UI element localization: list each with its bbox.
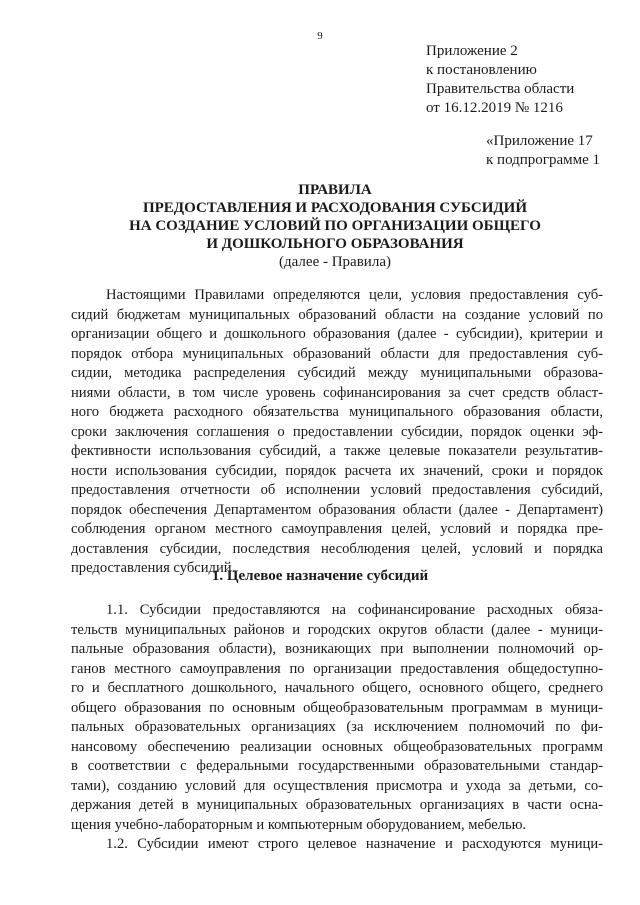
paragraph-line: предоставления отчетности об исполнении условий предоставления субсидий, [71,482,603,498]
intro-paragraph [71,286,603,579]
paragraph-line: тельств муниципальных районов и городских округов области (далее - муници- [71,621,603,638]
appendix17-line: «Приложение 17 [486,133,593,149]
paragraph-line: щения учебно-лабораторным и компьютерным оборудованием, мебелью. [71,816,527,833]
paragraph-line: общего образования по основным общеобразовательным программам в муници- [71,699,603,716]
paragraph-line: порядок обеспечения Департаментом образования области (далее - Департамент) [71,501,603,518]
title-line: НА СОЗДАНИЕ УСЛОВИЙ ПО ОРГАНИЗАЦИИ ОБЩЕГО [129,218,541,234]
paragraph-line: фективности использования субсидий, а также целевые показатели результатив- [71,443,603,459]
paragraph-line: сидии, методика распределения субсидий между муниципальными образова- [71,365,603,381]
paragraph-line: 1.1. Субсидии предоставляются на софинансирование расходных обяза- [106,602,603,618]
title-line: ПРАВИЛА [298,182,372,198]
paragraph-line: тами), созданию условий для осуществления присмотра и ухода за детьми, со- [71,777,603,794]
section-heading: 1. Целевое назначение субсидий [211,568,429,584]
paragraph-line: соблюдения органом местного самоуправления целей, условий и порядка пре- [71,521,603,537]
appendix-reference-block [426,42,574,118]
appendix-line: Приложение 2 [426,43,518,59]
title-line: ПРЕДОСТАВЛЕНИЯ И РАСХОДОВАНИЯ СУБСИДИЙ [142,200,528,216]
paragraph-line: ганов местного самоуправления по организации предоставления общедоступно- [71,660,603,677]
title-line: И ДОШКОЛЬНОГО ОБРАЗОВАНИЯ [206,236,464,252]
appendix-line: к постановлению [426,62,537,78]
paragraph-line: ного бюджета расходного обязательства муниципального образования области, [71,404,603,420]
paragraph-line: го и бесплатного дошкольного, начального общего, основного общего, среднего [71,680,603,696]
section1-paragraph-1 [71,601,603,855]
appendix-line: Правительства области [426,81,575,97]
paragraph-line: пальных образовательных организациях (за исключением полномочий по фи- [71,719,603,735]
paragraph-line: Настоящими Правилами определяются цели, условия предоставления суб- [106,287,603,303]
appendix17-line: к подпрограмме 1 [486,152,600,168]
paragraph-line: сроки заключения соглашения о предоставлении субсидии, порядок оценки эф- [71,423,603,440]
paragraph-line: предоставления субсидий. [71,560,236,576]
paragraph-line: порядок отбора муниципальных образований области для предоставления суб- [71,345,603,362]
subprogram-appendix-block [486,132,600,170]
document-title [60,181,610,271]
paragraph-line: в соответствии с федеральными государственными образовательными стандар- [71,758,603,774]
paragraph-line: держания детей в муниципальных образовательных организациях в части осна- [71,797,603,813]
title-subtitle: (далее - Правила) [279,254,391,270]
paragraph-line: пальные образования области), возникающих при выполнении полномочий ор- [71,641,603,657]
paragraph-line: сидий бюджетам муниципальных образований области на создание условий по [71,306,603,323]
paragraph-line: ности использования субсидии, порядок расчета их значений, сроки и порядок [71,462,603,479]
paragraph-line: 1.2. Субсидии имеют строго целевое назначение и расходуются муници- [106,836,603,852]
paragraph-line: ниями области, в том числе уровень софинансирования за счет средств област- [71,384,603,401]
page-number: 9 [317,30,323,42]
paragraph-line: организации общего и дошкольного образования (далее - субсидии), критерии и [71,326,603,342]
paragraph-line: нансовому обеспечению реализации основных общеобразовательных программ [71,738,603,755]
paragraph-line: доставления субсидии, последствия несоблюдения целей, условий и порядка [71,540,603,557]
appendix-line: от 16.12.2019 № 1216 [426,100,563,116]
